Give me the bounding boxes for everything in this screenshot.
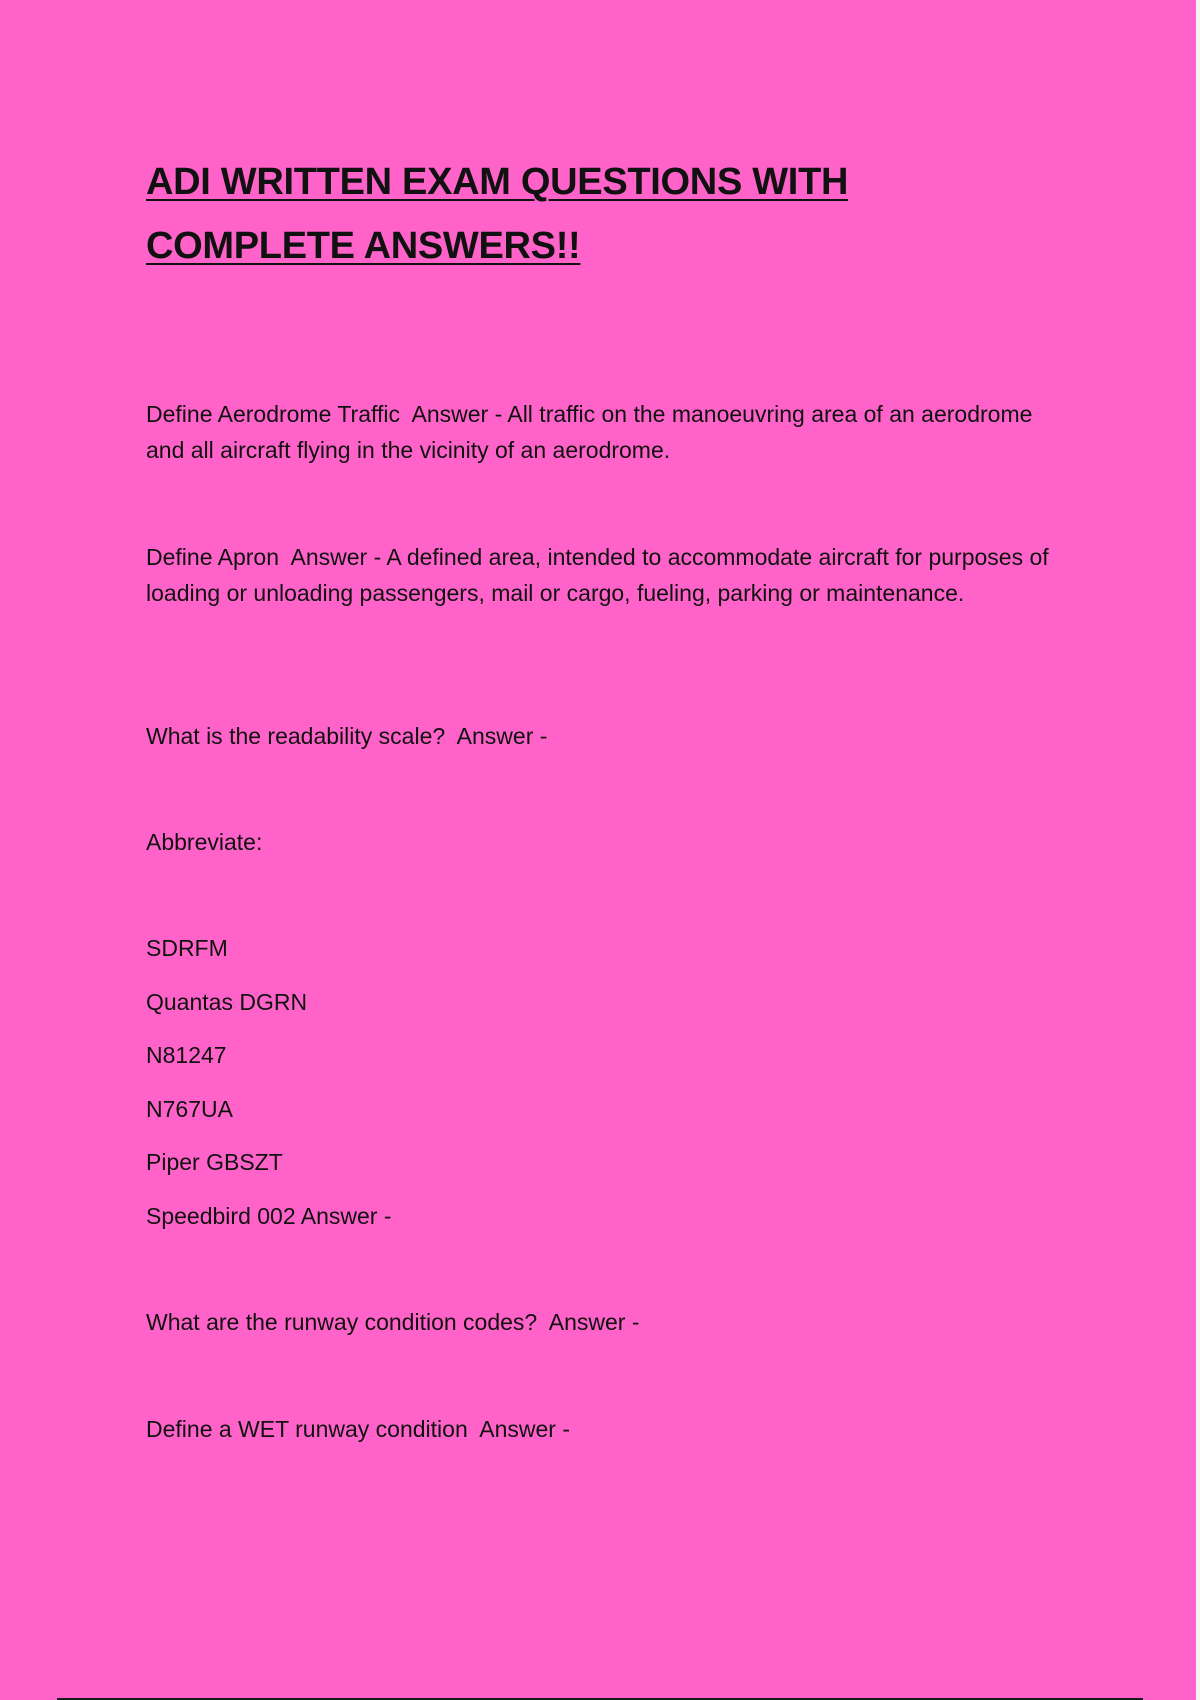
document-title: ADI WRITTEN EXAM QUESTIONS WITH COMPLETE ANSWERS!!: [146, 161, 849, 267]
question-wet-runway: Define a WET runway condition Answer -: [146, 1416, 570, 1442]
document-content: [146, 150, 1076, 1442]
question-abbreviate: Abbreviate:: [146, 829, 263, 855]
abbreviation-item: SDRFM: [146, 935, 228, 961]
abbreviation-item: Piper GBSZT: [146, 1149, 283, 1175]
question-aerodrome-traffic: Define Aerodrome Traffic Answer - All traffic on the manoeuvring area of an aerodrome and all aircraft flying in the vicinity of an aerodrome.: [146, 401, 1039, 463]
question-runway-condition-codes: What are the runway condition codes? Answer -: [146, 1309, 640, 1335]
abbreviation-item: N81247: [146, 1042, 227, 1068]
abbreviation-item: N767UA: [146, 1095, 233, 1122]
page-edge: [1196, 0, 1200, 1700]
question-readability-scale: What is the readability scale? Answer -: [146, 723, 548, 749]
abbreviation-list: [146, 930, 392, 1251]
question-apron: Define Apron Answer - A defined area, intended to accommodate aircraft for purposes of loading or unloading passengers, mail or cargo, fueling, parking or maintenance.: [146, 544, 1056, 606]
abbreviation-item: Speedbird 002 Answer -: [146, 1202, 392, 1229]
abbreviation-item: Quantas DGRN: [146, 988, 308, 1015]
